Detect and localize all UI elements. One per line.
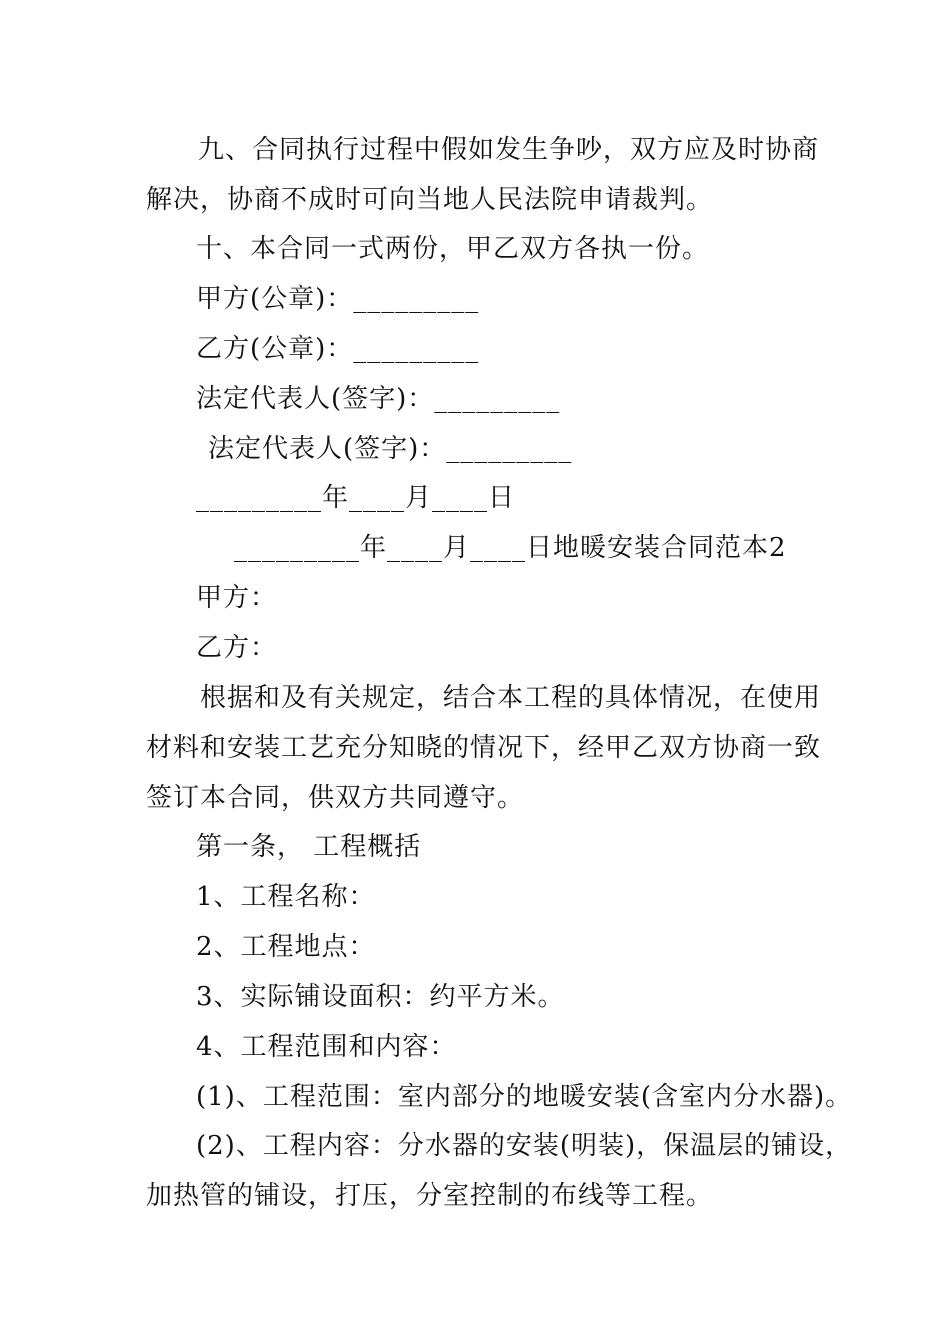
legal-rep-signature-2: 法定代表人(签字)：_________ (208, 434, 573, 464)
item-scope-heading: 4、工程范围和内容： (196, 1032, 457, 1062)
item-area: 3、实际铺设面积：约平方米。 (196, 982, 565, 1012)
clause-9-line-2: 解决，协商不成时可向当地人民法院申请裁判。 (146, 185, 714, 215)
preamble-line-3: 签订本合同，供双方共同遵守。 (146, 783, 525, 813)
clause-10: 十、本合同一式两份，甲乙双方各执一份。 (196, 234, 710, 264)
item-project-location: 2、工程地点： (196, 932, 376, 962)
item-scope: (1)、工程范围：室内部分的地暖安装(含室内分水器)。 (196, 1082, 853, 1112)
item-content-line-1: (2)、工程内容：分水器的安装(明装)，保温层的铺设， (196, 1131, 853, 1161)
item-content-line-2: 加热管的铺设，打压，分室控制的布线等工程。 (146, 1181, 714, 1211)
legal-rep-signature-1: 法定代表人(签字)：_________ (196, 384, 561, 414)
date-line-1: _________年____月____日 (196, 483, 516, 513)
party-a-label: 甲方： (196, 583, 278, 613)
preamble-line-1: 根据和及有关规定，结合本工程的具体情况，在使用 (200, 683, 822, 713)
party-b-label: 乙方： (196, 633, 278, 663)
party-a-seal: 甲方(公章)：_________ (196, 284, 480, 314)
clause-9-line-1: 九、合同执行过程中假如发生争吵，双方应及时协商 (198, 135, 820, 165)
date-line-2-and-title: _________年____月____日地暖安装合同范本2 (234, 533, 787, 563)
item-project-name: 1、工程名称： (196, 882, 376, 912)
article-1-heading: 第一条， 工程概括 (196, 832, 422, 862)
party-b-seal: 乙方(公章)：_________ (196, 334, 480, 364)
preamble-line-2: 材料和安装工艺充分知晓的情况下，经甲乙双方协商一致 (146, 733, 822, 763)
